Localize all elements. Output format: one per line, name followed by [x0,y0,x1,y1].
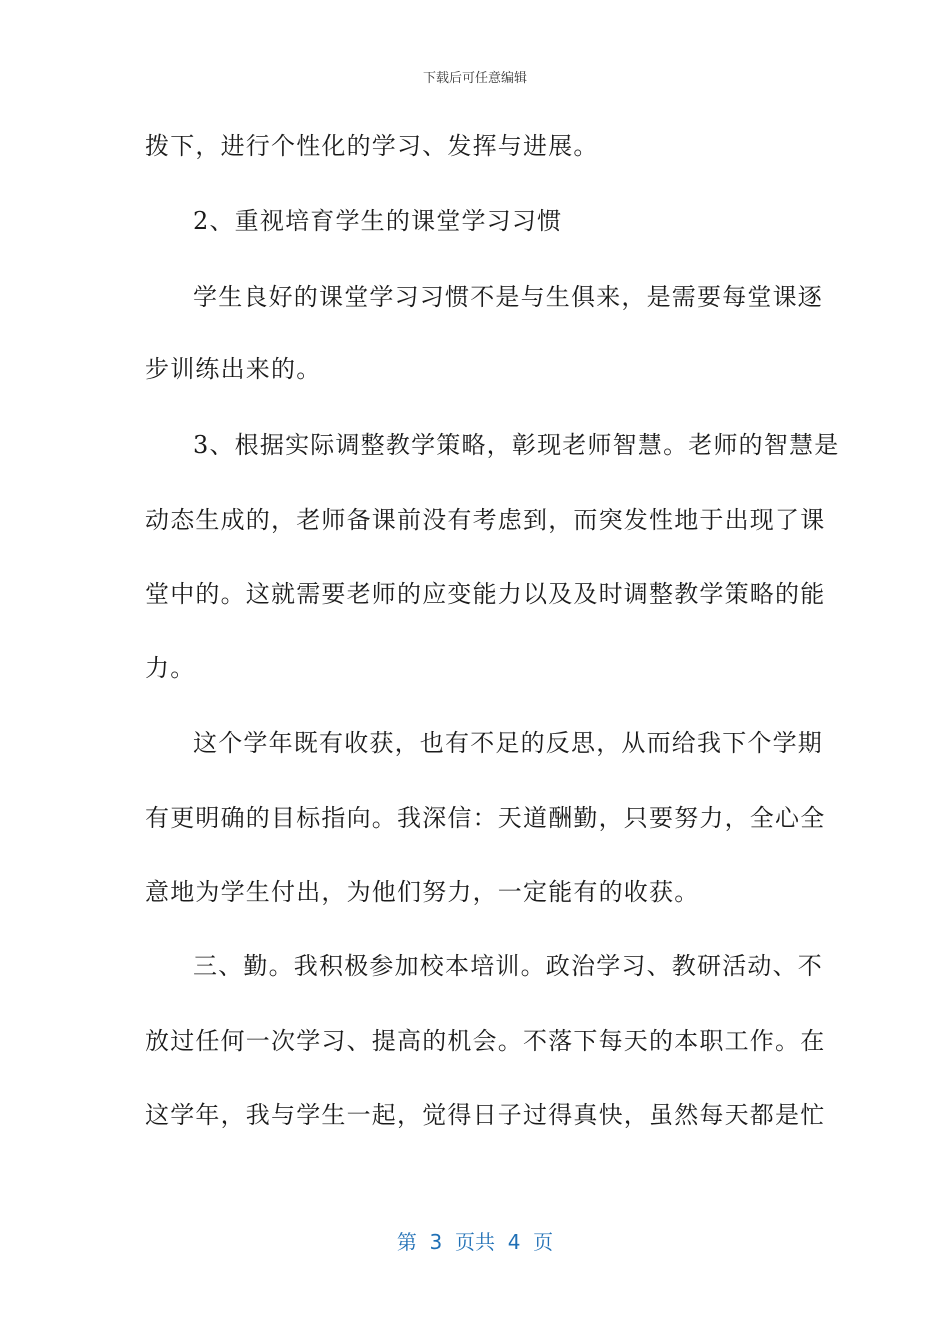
page-number-footer: 第 3 页共 4 页 [396,1230,554,1254]
text-line: 堂中的。这就需要老师的应变能力以及及时调整教学策略的能 [145,580,826,608]
text-line: 拨下，进行个性化的学习、发挥与进展。 [145,132,599,160]
text-line: 力。 [145,654,196,682]
text-line: 意地为学生付出，为他们努力，一定能有的收获。 [145,878,700,906]
text-line: 动态生成的，老师备课前没有考虑到，而突发性地于出现了课 [145,506,826,534]
text-line: 这学年，我与学生一起，觉得日子过得真快，虽然每天都是忙 [145,1101,826,1129]
text-line: 2、重视培育学生的课堂学习习惯 [193,207,563,235]
text-line: 3、根据实际调整教学策略，彰现老师智慧。老师的智慧是 [193,431,840,459]
text-line: 三、勤。我积极参加校本培训。政治学习、教研活动、不 [193,952,823,980]
text-line: 这个学年既有收获，也有不足的反思，从而给我下个学期 [193,729,823,757]
text-line: 放过任何一次学习、提高的机会。不落下每天的本职工作。在 [145,1027,826,1055]
text-line: 学生良好的课堂学习习惯不是与生俱来，是需要每堂课逐 [193,283,823,311]
text-line: 步训练出来的。 [145,355,322,383]
header-note: 下载后可任意编辑 [422,71,527,86]
text-line: 有更明确的目标指向。我深信：天道酬勤，只要努力，全心全 [145,804,826,832]
